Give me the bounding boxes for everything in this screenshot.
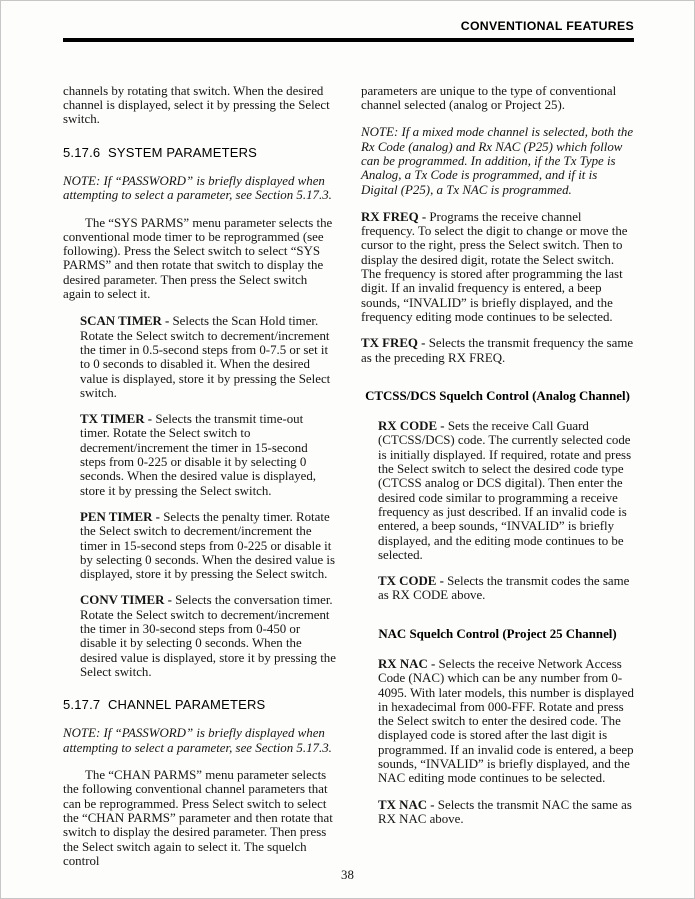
page-body xyxy=(63,84,634,881)
param-desc: Selects the Scan Hold timer. Rotate the Select switch to decrement/increment the timer in 0.5-second steps from 0-7.5 or set it to 0 seconds to disabled it. When the desired value is displayed, store it by pressing the Select switch. xyxy=(80,314,331,400)
param-conv-timer xyxy=(80,593,336,679)
subheading-ctcss-dcs-squelch: CTCSS/DCS Squelch Control (Analog Channel) xyxy=(365,388,630,403)
continued-paragraph: channels by rotating that switch. When the desired channel is displayed, select it by pressing the Select switch. xyxy=(63,83,330,127)
param-term: SCAN TIMER - xyxy=(80,314,173,329)
param-rx-freq xyxy=(361,210,634,324)
param-rx-code xyxy=(378,419,634,562)
param-term: TX NAC - xyxy=(378,797,438,812)
param-tx-code xyxy=(378,574,634,603)
param-scan-timer xyxy=(80,314,336,400)
header-rule xyxy=(63,38,634,42)
param-term: PEN TIMER - xyxy=(80,509,164,524)
left-column xyxy=(63,84,336,881)
param-tx-nac xyxy=(378,798,634,827)
param-term: RX CODE - xyxy=(378,419,448,434)
param-term: RX NAC - xyxy=(378,657,439,671)
param-pen-timer xyxy=(80,510,336,581)
paragraph-chan-parms: The “CHAN PARMS” menu parameter selects the following conventional channel parameters that can be reprogrammed. Press Select switch to select the “CHAN PARMS” parameter and then rotate that switch to display the desired parameter. Then press the Select switch again to select it. The squelch control xyxy=(63,768,333,868)
param-desc: Programs the receive channel frequency. To select the digit to change or move the cursor to the right, press the Select switch. Then to display the desired digit, rotate the Select switch. The frequency is stored after programming the last digit. If an invalid frequency is entered, a beep sounds, “INVALID” is briefly displayed, and the frequency editing mode continues to be selected. xyxy=(361,209,628,324)
param-desc: Selects the conversation timer. Rotate the Select switch to decrement/increment the timer in 30-second steps from 0-450 or disable it by selecting 0 seconds. When the desired value is displayed, store it by pressing the Select switch. xyxy=(80,593,336,679)
page-header xyxy=(63,16,634,42)
continued-paragraph: parameters are unique to the type of conventional channel selected (analog or Project 25). xyxy=(361,83,617,113)
page-footer xyxy=(1,868,694,882)
param-term: TX TIMER - xyxy=(80,412,156,427)
param-desc: Selects the transmit frequency the same as the preceding RX FREQ. xyxy=(361,336,634,365)
note-mixed-mode: NOTE: If a mixed mode channel is selected, both the Rx Code (analog) and Rx NAC (P25) which follow can be programmed. In addition, if the Tx Type is Analog, a Tx Code is programmed, and if it is Digital (P25), a Tx NAC is programmed. xyxy=(361,125,634,197)
param-desc: Selects the transmit codes the same as RX CODE above. xyxy=(378,574,630,603)
paragraph-sys-parms: The “SYS PARMS” menu parameter selects the conventional mode timer to be reprogrammed (see following). Press the Select switch to select “SYS PARMS” and then rotate that switch to display the desired parameter. Then press the Select switch again to select it. xyxy=(63,215,333,302)
note-password-channel: NOTE: If “PASSWORD” is briefly displayed when attempting to select a parameter, see Section 5.17.3. xyxy=(63,726,332,755)
right-column xyxy=(361,84,634,881)
param-desc: Selects the transmit time-out timer. Rotate the Select switch to decrement/increment the timer in 15-second steps from 0-225 or disable it by selecting 0 seconds. When the desired value is displayed, store it by pressing the Select switch. xyxy=(80,412,317,498)
page-number: 38 xyxy=(341,867,354,882)
param-term: TX FREQ - xyxy=(361,336,429,351)
param-term: RX FREQ - xyxy=(361,209,430,224)
param-term: CONV TIMER - xyxy=(80,593,176,608)
param-desc: Sets the receive Call Guard (CTCSS/DCS) code. The currently selected code is initially displayed. If required, rotate and press the Select switch to select the desired code type (CTCSS analog or DCS digital). Then enter the desired code similar to programming a receive frequency as just described. If an invalid code is entered, a beep sounds, “INVALID” is briefly displayed, and the editing mode continues to be selected. xyxy=(378,419,632,562)
param-rx-nac xyxy=(378,657,634,786)
param-desc: Selects the receive Network Access Code (NAC) which can be any number from 0-4095. With later models, this number is displayed in hexadecimal from 000-FFF. Rotate and press the Select switch to enter the desired code. The displayed code is stored after the last digit is programmed. If an invalid code is entered, a beep sounds, “INVALID” is briefly displayed, and the NAC editing mode continues to be selected. xyxy=(378,657,634,786)
param-term: TX CODE - xyxy=(378,574,448,589)
header-title: CONVENTIONAL FEATURES xyxy=(460,19,634,33)
section-heading-system-parameters: 5.17.6 SYSTEM PARAMETERS xyxy=(63,144,258,160)
param-tx-timer xyxy=(80,412,336,498)
param-desc: Selects the penalty timer. Rotate the Select switch to decrement/increment the timer in 15-second steps from 0-225 or disable it by selecting 0 seconds. When the desired value is displayed, store it by pressing the Select switch. xyxy=(80,509,335,582)
note-password-system: NOTE: If “PASSWORD” is briefly displayed when attempting to select a parameter, see Section 5.17.3. xyxy=(63,173,332,203)
param-desc: Selects the transmit NAC the same as RX NAC above. xyxy=(378,797,632,826)
section-heading-channel-parameters: 5.17.7 CHANNEL PARAMETERS xyxy=(63,697,266,713)
subheading-nac-squelch: NAC Squelch Control (Project 25 Channel) xyxy=(378,626,617,641)
param-tx-freq xyxy=(361,336,634,365)
